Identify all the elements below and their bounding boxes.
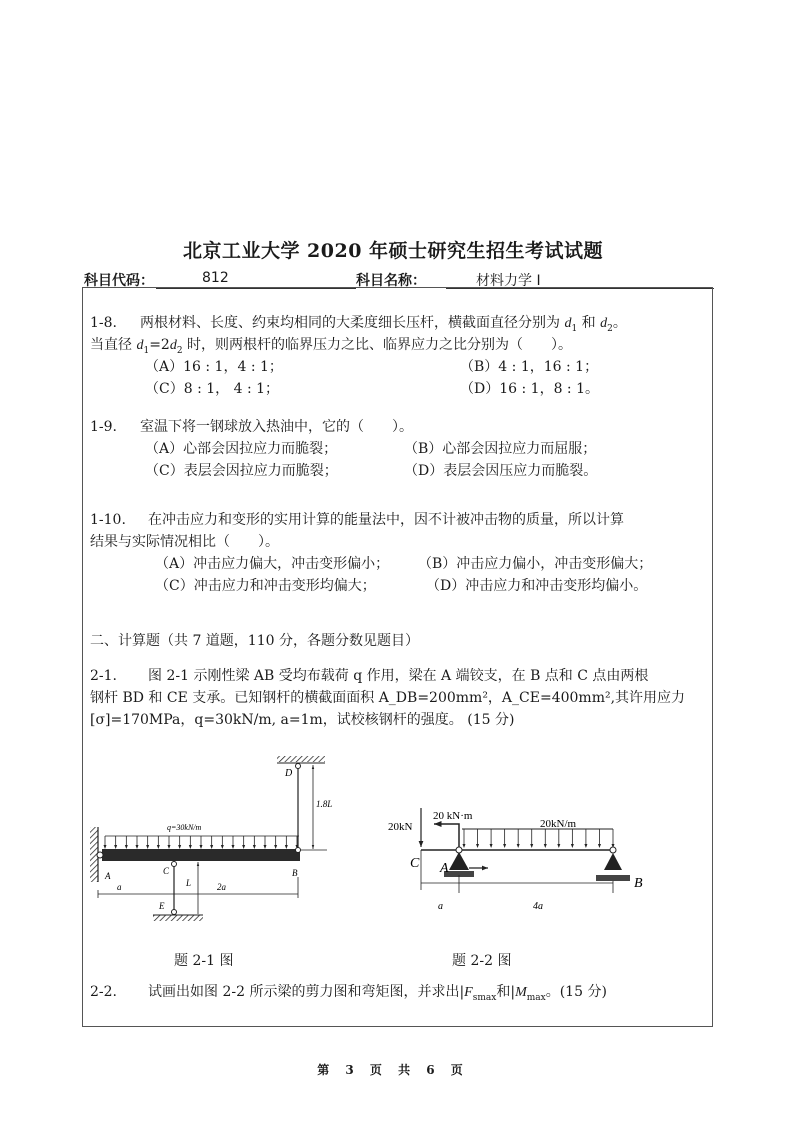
- question-number: 2-2.: [90, 984, 117, 1000]
- load-arrowhead: [200, 845, 203, 849]
- question-1-9-stem: [90, 417, 413, 438]
- exam-title: 北京工业大学 2020 年硕士研究生招生考试试题: [182, 240, 604, 262]
- load-arrowhead: [598, 844, 601, 848]
- load-arrowhead: [168, 845, 171, 849]
- load-arrowhead: [253, 845, 256, 849]
- distributed-load-arrows: [463, 829, 615, 848]
- option-d[interactable]: [426, 576, 647, 597]
- option-label: （B）: [404, 441, 443, 457]
- option-label: （A）: [145, 359, 184, 375]
- symbol-d2: d: [169, 338, 177, 353]
- option-a[interactable]: [145, 357, 283, 378]
- subscript-max: max: [477, 992, 497, 1003]
- dim-l-label: L: [186, 878, 192, 888]
- pin-support-a: [449, 852, 469, 870]
- label-c: C: [163, 866, 170, 876]
- question-text: 当直径: [90, 337, 132, 353]
- option-label: （B）: [460, 359, 499, 375]
- label-d: D: [285, 768, 293, 779]
- load-arrowhead: [221, 845, 224, 849]
- subscript: 2: [607, 323, 613, 334]
- load-arrowhead: [210, 845, 213, 849]
- symbol-fs: F: [464, 985, 473, 1000]
- question-text: 在冲击应力和变形的实用计算的能量法中，因不计被冲击物的质量，所以计算: [148, 512, 624, 528]
- question-text: 。(15 分): [545, 984, 607, 1000]
- option-d[interactable]: [404, 461, 597, 482]
- subject-code-value: 812: [202, 270, 229, 286]
- option-b[interactable]: [404, 439, 596, 460]
- load-arrowhead: [264, 845, 267, 849]
- load-arrowhead: [178, 845, 181, 849]
- moment-label: 20 kN·m: [433, 810, 473, 822]
- force-label: 20kN: [388, 821, 413, 833]
- moment-arrow: [434, 824, 459, 848]
- subject-code-label: 科目代码：: [84, 273, 154, 289]
- option-c[interactable]: [145, 461, 338, 482]
- load-arrowhead: [114, 845, 117, 849]
- label-b: B: [634, 876, 643, 891]
- question-text: 。: [612, 315, 627, 331]
- figure-2-1: [85, 752, 345, 922]
- option-label: （D）: [460, 381, 500, 397]
- option-label: （D）: [404, 463, 444, 479]
- question-text: 试画出如图 2-2 所示梁的剪力图和弯矩图，并求出|: [148, 984, 465, 1000]
- load-arrowhead: [490, 844, 493, 848]
- question-text: 和: [581, 315, 596, 331]
- load-arrowhead: [557, 844, 560, 848]
- figure-2-2: [370, 795, 660, 920]
- option-text: 4 : 1，16 : 1；: [498, 359, 599, 375]
- figure-2-2-caption: 题 2-2 图: [452, 953, 512, 969]
- option-label: （C）: [145, 381, 184, 397]
- load-arrowhead: [517, 844, 520, 848]
- label-a: A: [105, 871, 111, 881]
- symbol-d1: d: [136, 338, 144, 353]
- load-arrowhead: [476, 844, 479, 848]
- pin-a: [97, 852, 103, 858]
- label-a: A: [440, 861, 449, 876]
- load-arrowhead: [242, 845, 245, 849]
- question-text: 室温下将一钢球放入热油中，它的（ ）。: [140, 419, 413, 435]
- load-arrowhead: [463, 844, 466, 848]
- option-text: 冲击应力偏大，冲击变形偏小；: [193, 556, 390, 572]
- option-label: （C）: [155, 578, 194, 594]
- load-arrowhead: [274, 845, 277, 849]
- dim-a-label: a: [438, 901, 443, 912]
- question-text: 和|: [496, 984, 516, 1000]
- question-2-1-line2: 钢杆 BD 和 CE 支承。已知钢杆的横截面面积 A_DB=200mm²，A_CE=400mm²,其许用应力: [90, 690, 686, 706]
- dim-1-8l-label: 1.8L: [316, 799, 333, 809]
- option-label: （D）: [426, 578, 466, 594]
- option-label: （A）: [145, 441, 184, 457]
- figure-2-1-caption: 题 2-1 图: [174, 953, 234, 969]
- load-arrowhead: [544, 844, 547, 848]
- option-label: （C）: [145, 463, 184, 479]
- option-text: 表层会因压应力而脆裂。: [443, 463, 598, 479]
- option-text: 心部会因拉应力而脆裂；: [183, 441, 338, 457]
- option-text: 冲击应力和冲击变形均偏小。: [465, 578, 648, 594]
- subscript: s: [472, 992, 478, 1003]
- option-text: 表层会因拉应力而脆裂；: [183, 463, 338, 479]
- option-label: （B）: [418, 556, 457, 572]
- option-c[interactable]: [145, 379, 279, 400]
- question-number: 1-8.: [90, 315, 117, 331]
- question-2-2: [90, 982, 607, 1009]
- section-2-heading: 二、计算题（共 7 道题，110 分，各题分数见题目）: [90, 633, 419, 649]
- option-a[interactable]: [145, 439, 337, 460]
- symbol-d2: d: [600, 316, 608, 331]
- label-b: B: [292, 868, 298, 878]
- option-c[interactable]: [155, 576, 376, 597]
- question-text: 图 2-1 示刚性梁 AB 受均布载荷 q 作用，梁在 A 端铰支，在 B 点和 C 点由两根: [148, 668, 649, 684]
- roller-support-b: [604, 853, 622, 870]
- question-number: 2-1.: [90, 668, 117, 684]
- subject-name-label: 科目名称：: [356, 273, 426, 289]
- ceiling-support: [277, 756, 325, 762]
- option-text: 冲击应力和冲击变形均偏大；: [193, 578, 376, 594]
- dim-2a-label: 2a: [217, 882, 226, 892]
- question-2-1-line1: [90, 666, 648, 687]
- load-arrowhead: [285, 845, 288, 849]
- subscript-max: max: [526, 992, 546, 1003]
- subscript: 1: [571, 323, 578, 334]
- question-text: 时，则两根杆的临界压力之比、临界应力之比分别为（ ）。: [187, 337, 573, 353]
- label-e: E: [159, 901, 165, 911]
- rigid-beam-ab: [102, 849, 300, 861]
- load-label: 20kN/m: [540, 818, 577, 830]
- distributed-load-arrows: [104, 836, 299, 849]
- symbol-m: M: [515, 985, 527, 1000]
- question-1-10-line2: 结果与实际情况相比（ ）。: [90, 534, 279, 550]
- load-arrowhead: [571, 844, 574, 848]
- subscript: 1: [143, 345, 150, 356]
- ground-support: [153, 915, 203, 921]
- load-arrowhead: [503, 844, 506, 848]
- load-arrowhead: [136, 845, 139, 849]
- option-text: 冲击应力偏小，冲击变形偏大；: [456, 556, 653, 572]
- question-text: 两根材料、长度、约束均相同的大柔度细长压杆，横截面直径分别为: [140, 315, 560, 331]
- load-arrowhead: [157, 845, 160, 849]
- dim-4a-label: 4a: [533, 901, 543, 912]
- question-1-10-line1: [90, 510, 624, 531]
- option-text: 8 : 1， 4 : 1；: [183, 381, 280, 397]
- load-arrowhead: [125, 845, 128, 849]
- option-text: 16 : 1，8 : 1。: [499, 381, 600, 397]
- load-arrowhead: [189, 845, 192, 849]
- option-a[interactable]: [155, 554, 389, 575]
- subject-name-value: 材料力学 I: [476, 273, 541, 289]
- option-label: （A）: [155, 556, 194, 572]
- subscript: 2: [176, 345, 183, 356]
- label-c: C: [410, 856, 420, 871]
- option-b[interactable]: [460, 357, 598, 378]
- load-arrowhead: [146, 845, 149, 849]
- question-text: =2: [149, 337, 170, 353]
- option-text: 16 : 1，4 : 1；: [183, 359, 283, 375]
- question-number: 1-10.: [90, 512, 126, 528]
- load-arrowhead: [584, 844, 587, 848]
- load-arrowhead: [530, 844, 533, 848]
- option-b[interactable]: [418, 554, 652, 575]
- option-d[interactable]: [460, 379, 599, 400]
- question-number: 1-9.: [90, 419, 117, 435]
- load-label: q=30kN/m: [167, 823, 202, 832]
- option-text: 心部会因拉应力而屈服；: [442, 441, 597, 457]
- dim-a-label: a: [117, 882, 122, 892]
- question-2-1-line3: [σ]=170MPa，q=30kN/m, a=1m，试校核钢杆的强度。 (15 分): [90, 712, 515, 728]
- load-arrowhead: [232, 845, 235, 849]
- symbol-d1: d: [564, 316, 572, 331]
- page-number: 第 3 页 共 6 页: [317, 1063, 469, 1077]
- load-arrowhead: [104, 845, 107, 849]
